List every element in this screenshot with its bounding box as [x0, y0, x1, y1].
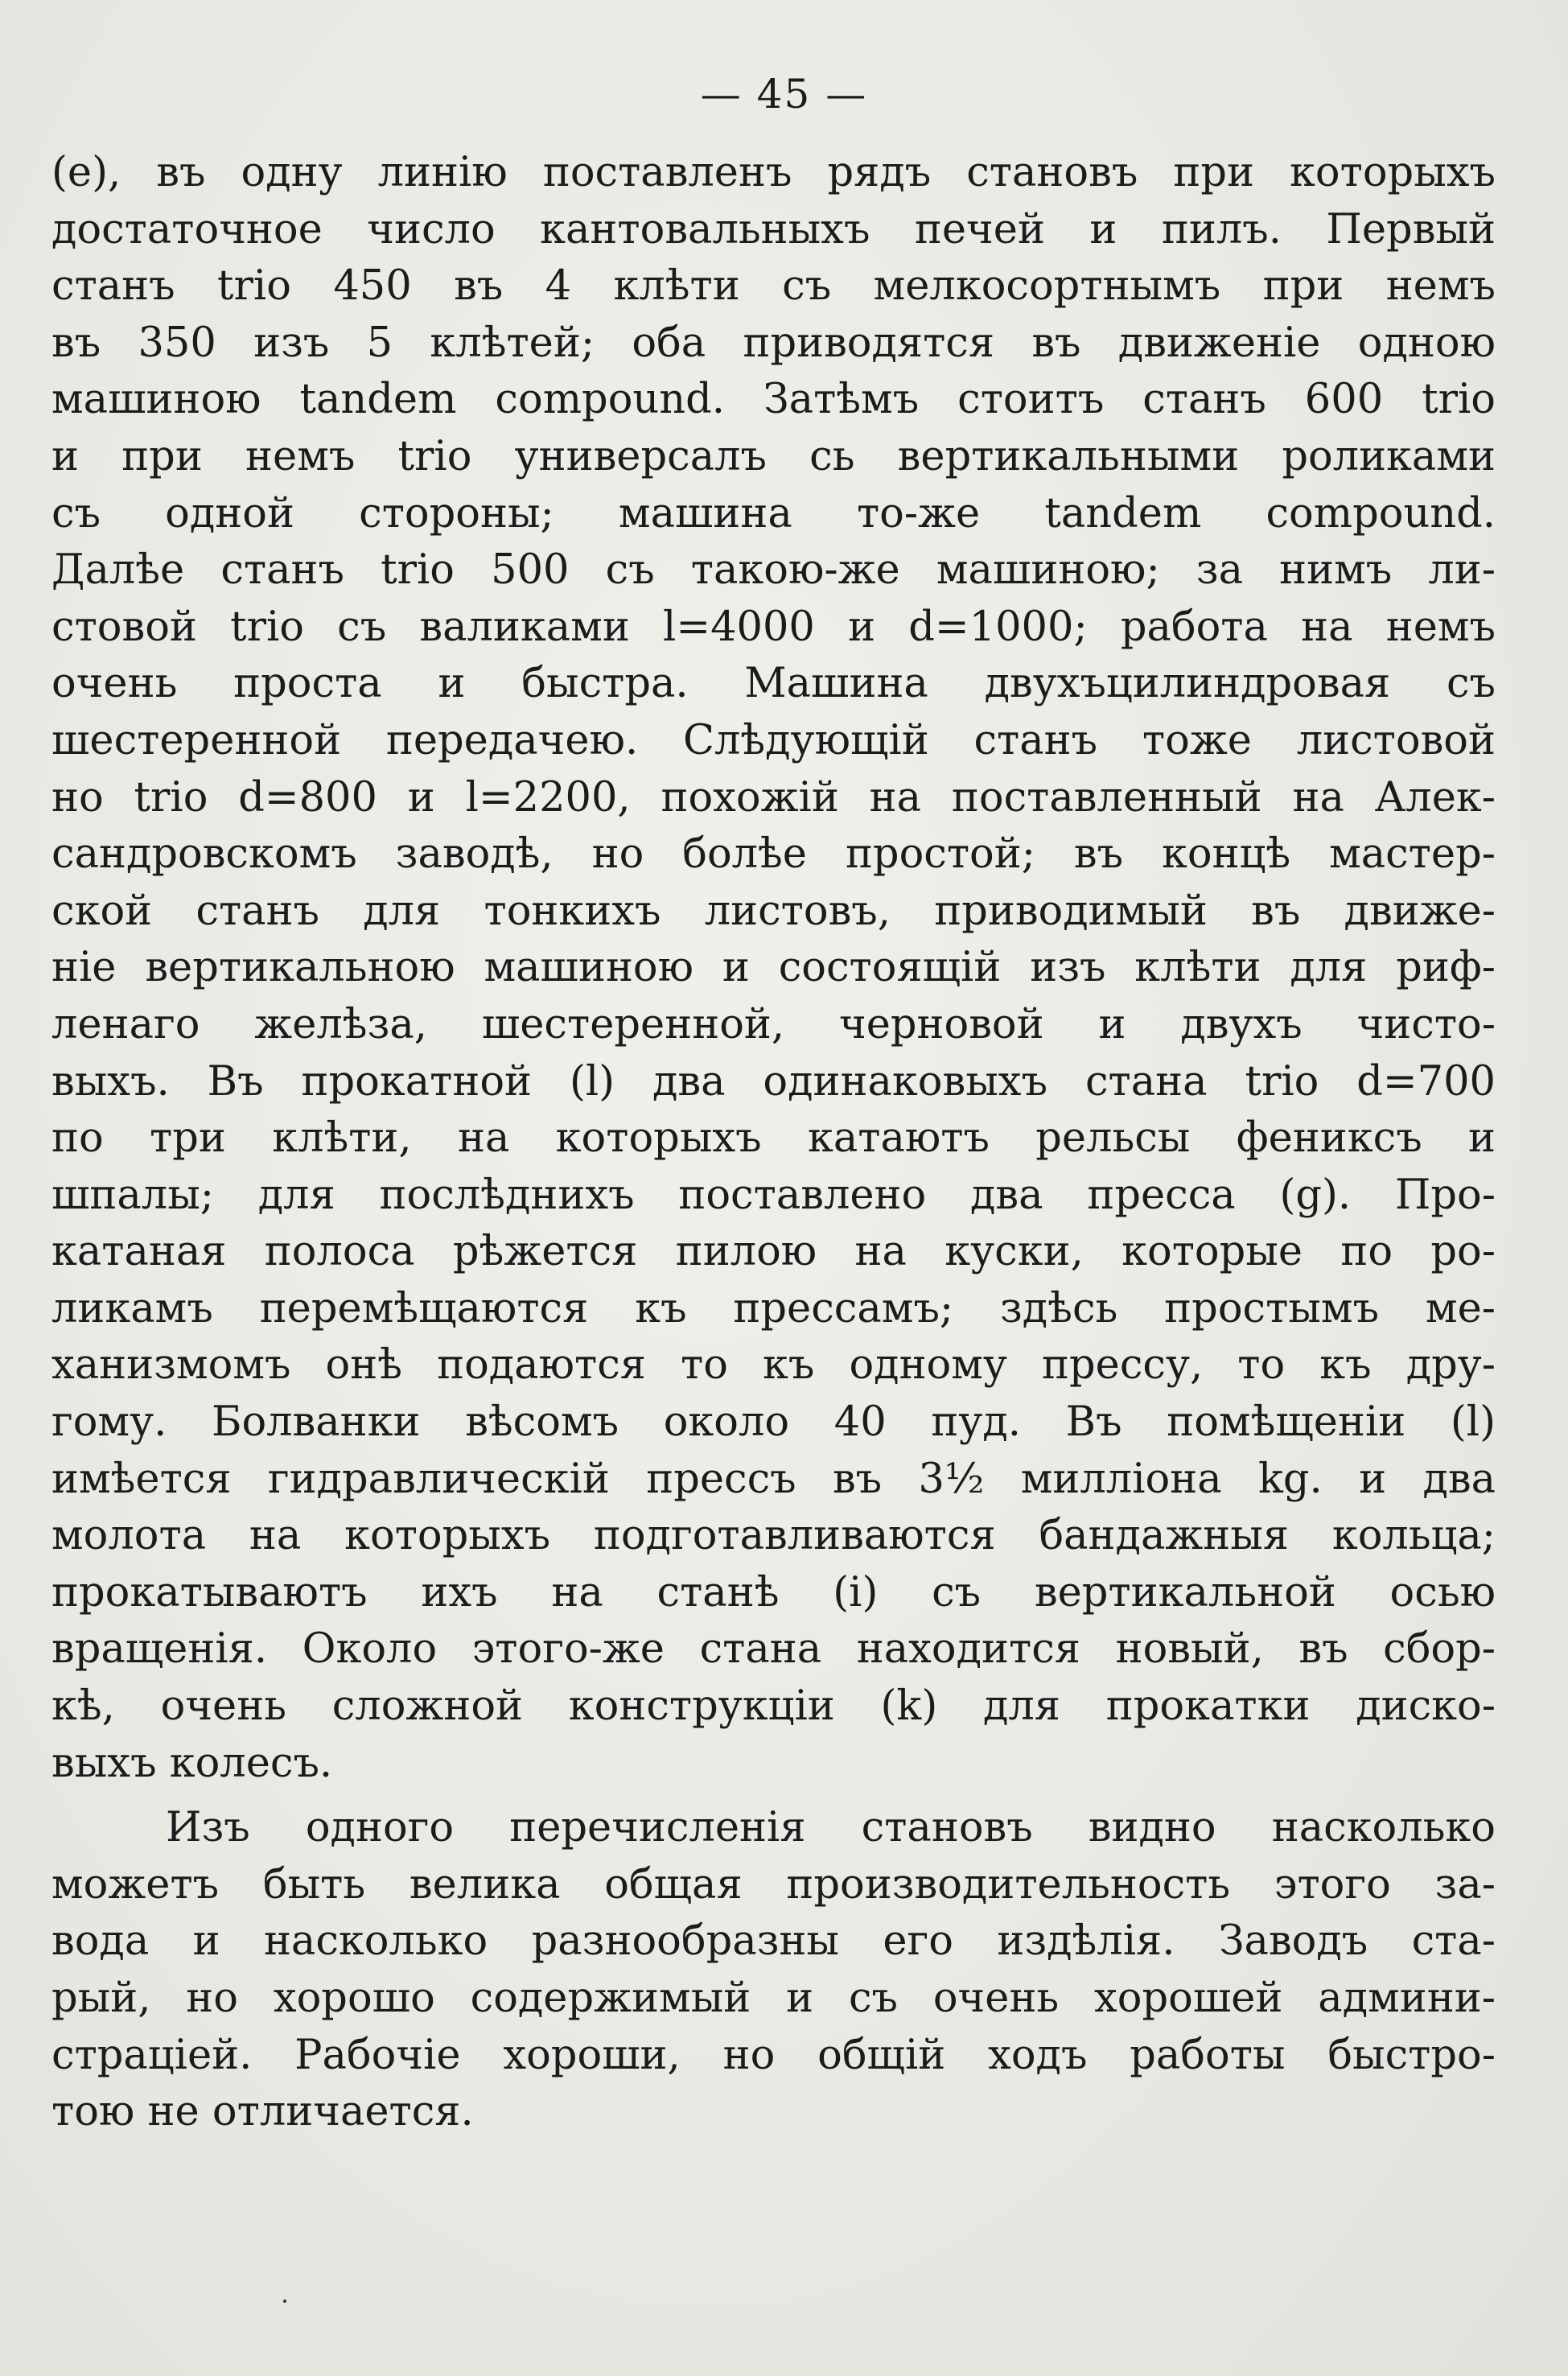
page-number: — 45 — — [700, 71, 868, 117]
text-line: достаточное число кантовальныхъ печей и пилъ. Первый — [51, 205, 1496, 253]
text-line: выхъ колесъ. — [51, 1739, 333, 1787]
text-line: выхъ. Въ прокатной (l) два одинаковыхъ стана trio d=700 — [51, 1057, 1496, 1106]
text-line: молота на которыхъ подготавливаются бандажныя кольца; — [51, 1512, 1496, 1560]
text-line: ленаго желѣза, шестеренной, черновой и двухъ чисто- — [51, 1000, 1496, 1048]
text-line: кѣ, очень сложной конструкціи (k) для прокатки диско- — [51, 1682, 1496, 1731]
text-line: вращенія. Около этого-же стана находится новый, въ сбор- — [51, 1625, 1496, 1674]
text-line: имѣется гидравлическій прессъ въ 3½ милліона kg. и два — [51, 1455, 1496, 1503]
text-line: ликамъ перемѣщаются къ прессамъ; здѣсь простымъ ме- — [51, 1284, 1496, 1332]
text-line: вода и насколько разнообразны его издѣлія. Заводъ ста- — [51, 1917, 1496, 1966]
text-line: ской станъ для тонкихъ листовъ, приводимый въ движе- — [51, 887, 1496, 935]
text-line: сандровскомъ заводѣ, но болѣе простой; въ концѣ мастер- — [51, 830, 1496, 879]
text-line: по три клѣти, на которыхъ катаютъ рельсы фениксъ и — [51, 1114, 1496, 1163]
text-line: страціей. Рабочіе хороши, но общій ходъ работы быстро- — [51, 2031, 1496, 2079]
text-line: катаная полоса рѣжется пилою на куски, которые по ро- — [51, 1228, 1496, 1276]
text-body — [51, 145, 1496, 2141]
text-line: (е), въ одну линію поставленъ рядъ становъ при которыхъ — [51, 149, 1496, 196]
text-line: гому. Болванки вѣсомъ около 40 пуд. Въ помѣщеніи (l) — [51, 1398, 1496, 1447]
text-line: тою не отличается. — [51, 2088, 474, 2136]
text-line: съ одной стороны; машина то-же tandem compound. — [51, 489, 1496, 537]
text-line: станъ trio 450 въ 4 клѣти съ мелкосортнымъ при немъ — [51, 262, 1496, 311]
text-line: шестеренной передачею. Слѣдующій станъ тоже листовой — [51, 716, 1496, 764]
text-line: очень проста и быстра. Машина двухъцилиндровая съ — [51, 660, 1496, 708]
text-line: можетъ быть велика общая производительность этого за- — [51, 1860, 1496, 1909]
text-line: и при немъ trio универсалъ сь вертикальными роликами — [51, 432, 1496, 480]
text-line: шпалы; для послѣднихъ поставлено два пресса (g). Про- — [51, 1171, 1496, 1219]
text-line: машиною tandem compound. Затѣмъ стоитъ станъ 600 trio — [51, 376, 1496, 424]
text-line: рый, но хорошо содержимый и съ очень хорошей админи- — [51, 1975, 1496, 2022]
text-line: прокатываютъ ихъ на станѣ (i) съ вертикальной осью — [51, 1568, 1496, 1616]
paper-speck — [283, 2300, 286, 2303]
text-line: стовой trio съ валиками l=4000 и d=1000; работа на немъ — [51, 603, 1496, 651]
text-line: но trio d=800 и l=2200, похожій на поставленный на Алек- — [51, 773, 1496, 822]
paragraph-1 — [51, 145, 1496, 1792]
text-line: ніе вертикальною машиною и состоящій изъ клѣти для риф- — [51, 944, 1496, 992]
text-line: въ 350 изъ 5 клѣтей; оба приводятся въ движеніе одною — [51, 319, 1496, 367]
text-line: Изъ одного перечисленія становъ видно насколько — [166, 1804, 1496, 1852]
text-line: Далѣе станъ trio 500 съ такою-же машиною; за нимъ ли- — [51, 546, 1496, 595]
text-line: ханизмомъ онѣ подаются то къ одному прессу, то къ дру- — [51, 1341, 1496, 1390]
paragraph-2 — [51, 1800, 1496, 2141]
